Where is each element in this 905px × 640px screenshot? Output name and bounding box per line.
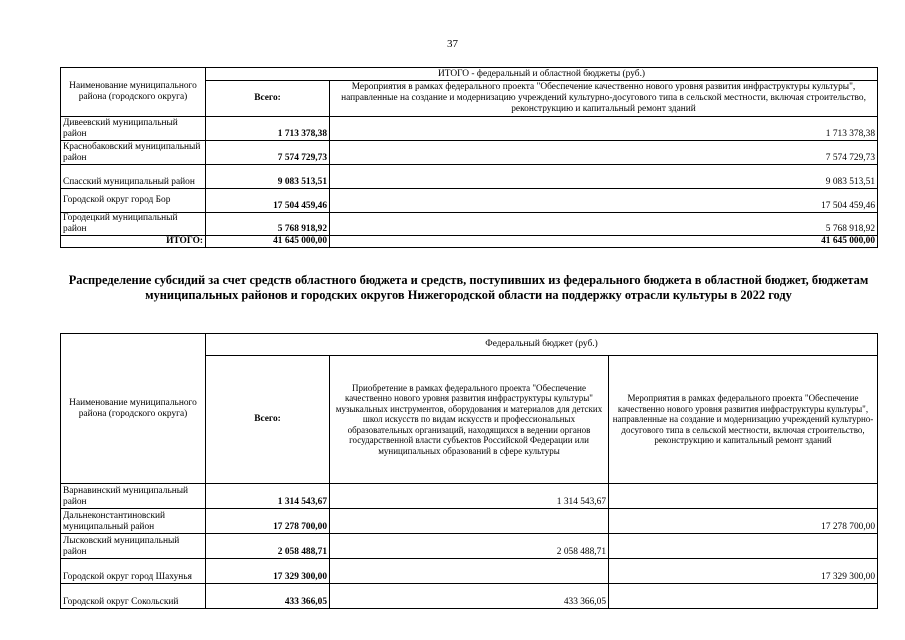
table-row <box>61 165 878 189</box>
row-purchase <box>330 509 609 534</box>
row-measure: 1 713 378,38 <box>330 117 878 141</box>
row-name: Городской округ город Шахунья <box>61 559 206 584</box>
row-name: Городской округ город Бор <box>61 189 206 213</box>
row-total: 433 366,05 <box>206 584 330 609</box>
row-name: Городской округ Сокольский <box>61 584 206 609</box>
row-measure <box>609 484 878 509</box>
column-header-group: Федеральный бюджет (руб.) <box>206 334 878 356</box>
table-row <box>61 584 878 609</box>
column-header-total: Всего: <box>206 81 330 117</box>
table-row <box>61 189 878 213</box>
row-measure: 5 768 918,92 <box>330 213 878 236</box>
row-name: Спасский муниципальный район <box>61 165 206 189</box>
total-measure: 41 645 000,00 <box>330 236 878 248</box>
total-row <box>61 236 878 248</box>
row-total: 2 058 488,71 <box>206 534 330 559</box>
total-label: ИТОГО: <box>61 236 206 248</box>
column-header-measure: Мероприятия в рамках федерального проекта "Обеспечение качественно нового уровня развития инфраструктуры культуры", направленные на создание и модернизацию учреждений культурно-досугового типа в сельской местности, включая строительство, реконструкцию и капитальный ремонт зданий <box>330 81 878 117</box>
row-measure <box>609 584 878 609</box>
column-header-name: Наименование муниципального района (городского округа) <box>61 334 206 484</box>
row-total: 17 278 700,00 <box>206 509 330 534</box>
budget-table-federal <box>60 333 878 609</box>
column-header-group: ИТОГО - федеральный и областной бюджеты (руб.) <box>206 68 878 81</box>
column-header-total: Всего: <box>206 356 330 484</box>
row-purchase: 433 366,05 <box>330 584 609 609</box>
row-measure: 17 504 459,46 <box>330 189 878 213</box>
row-total: 17 504 459,46 <box>206 189 330 213</box>
table-row <box>61 559 878 584</box>
row-total: 1 713 378,38 <box>206 117 330 141</box>
row-purchase: 2 058 488,71 <box>330 534 609 559</box>
column-header-measure: Мероприятия в рамках федерального проекта "Обеспечение качественно нового уровня развития инфраструктуры культуры", направленные на создание и модернизацию учреждений культурно-досугового типа в сельской местности, включая строительство, реконструкцию и капитальный ремонт зданий <box>609 356 878 484</box>
total-sum: 41 645 000,00 <box>206 236 330 248</box>
row-name: Варнавинский муниципальный район <box>61 484 206 509</box>
row-total: 9 083 513,51 <box>206 165 330 189</box>
table-row <box>61 484 878 509</box>
budget-table-total <box>60 67 878 248</box>
row-measure: 9 083 513,51 <box>330 165 878 189</box>
row-name: Дивеевский муниципальный район <box>61 117 206 141</box>
row-measure: 7 574 729,73 <box>330 141 878 165</box>
row-total: 7 574 729,73 <box>206 141 330 165</box>
section-heading: Распределение субсидий за счет средств областного бюджета и средств, поступивших из федерального бюджета в областной бюджет, бюджетам муниципальных районов и городских округов Нижегородской области на поддержку отрасли культуры в 2022 году <box>68 273 869 302</box>
table-row <box>61 534 878 559</box>
row-name: Городецкий муниципальный район <box>61 213 206 236</box>
column-header-purchase: Приобретение в рамках федерального проекта "Обеспечение качественно нового уровня развития инфраструктуры культуры" музыкальных инструментов, оборудования и материалов для детских школ искусств по видам искусств и профессиональных образовательных организаций, находящихся в ведении органов государственной власти субъектов Российской Федерации или муниципальных образований в сфере культуры <box>330 356 609 484</box>
row-name: Лысковский муниципальный район <box>61 534 206 559</box>
row-measure: 17 329 300,00 <box>609 559 878 584</box>
table-row <box>61 213 878 236</box>
row-purchase <box>330 559 609 584</box>
row-purchase: 1 314 543,67 <box>330 484 609 509</box>
row-name: Дальнеконстантиновский муниципальный район <box>61 509 206 534</box>
column-header-name: Наименование муниципального района (городского округа) <box>61 68 206 117</box>
page-number: 37 <box>447 38 458 50</box>
row-measure: 17 278 700,00 <box>609 509 878 534</box>
row-total: 17 329 300,00 <box>206 559 330 584</box>
table-row <box>61 509 878 534</box>
row-total: 5 768 918,92 <box>206 213 330 236</box>
row-measure <box>609 534 878 559</box>
row-name: Краснобаковский муниципальный район <box>61 141 206 165</box>
table-row <box>61 141 878 165</box>
table-row <box>61 117 878 141</box>
row-total: 1 314 543,67 <box>206 484 330 509</box>
